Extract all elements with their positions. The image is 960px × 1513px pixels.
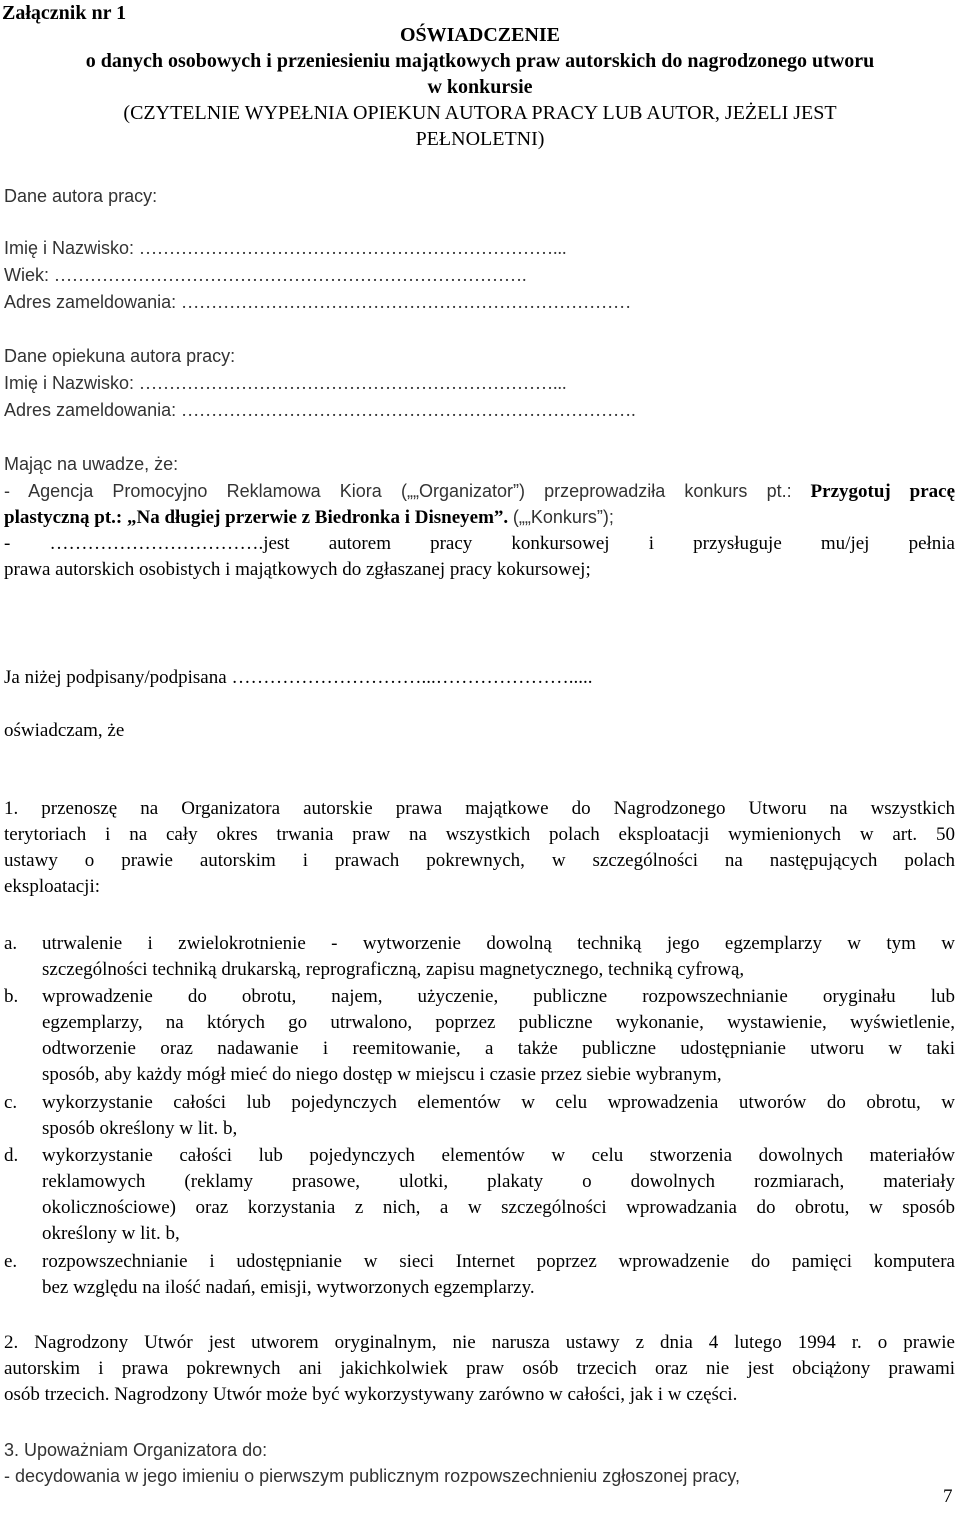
author-address-field[interactable]: ………………………………………………………………… [181,292,632,312]
considering-heading: Mając na uwadze, że: [4,454,179,474]
author-heading: Dane autora pracy: [4,186,158,206]
list-item-marker-a: a. [4,933,18,954]
guardian-address-field[interactable]: …………………………………………………………………. [181,400,636,420]
paragraph-1-line: ustawy o prawie autorskim i prawach pokrewnych, w szczególności na następujących polach [4,850,955,871]
considering-line-1 [4,478,955,505]
list-item-d-line: okolicznościowe) oraz korzystania z nich, a w szczególności wprowadzania do obrotu, w sposób [42,1197,955,1218]
contest-title-part-1: Przygotuj pracę [810,481,956,502]
declaration-label: oświadczam, że [4,720,125,741]
paragraph-2-line: autorskim i prawa pokrewnych ani jakichkolwiek praw osób trzecich oraz nie jest obciążony prawami [4,1358,955,1379]
signatory-field[interactable]: …………………………...…………………..... [231,667,593,688]
list-item-marker-b: b. [4,986,19,1007]
annex-label: Załącznik nr 1 [2,2,127,24]
author-age-field[interactable]: ……………………………………………………………………. [54,265,527,285]
list-item-a-line: utrwalenie i zwielokrotnienie - wytworzenie dowolną techniką jego egzemplarzy w tym w [42,933,955,954]
author-age-label: Wiek: [4,265,49,285]
paragraph-1-line: 1. przenoszę na Organizatora autorskie prawa majątkowe do Nagrodzonego Utworu na wszystkich [4,798,955,819]
guardian-address-label: Adres zameldowania: [4,400,177,420]
list-item-c-line: wykorzystanie całości lub pojedynczych elementów w celu wprowadzenia utworów do obrotu, w [42,1092,955,1113]
guardian-heading: Dane opiekuna autora pracy: [4,346,236,366]
list-item-b-line: egzemplarzy, na których go utrwalono, poprzez publiczne wykonanie, wystawienie, wyświetlenie, [42,1012,955,1033]
paragraph-2-line: osób trzecich. Nagrodzony Utwór może być wykorzystywany zarówno w całości, jak i w części. [4,1384,738,1405]
signatory-row [4,665,592,691]
list-item-e-line: bez względu na ilość nadań, emisji, wytworzonych egzemplarzy. [42,1277,535,1298]
list-item-marker-e: e. [4,1251,18,1272]
list-item-b-line: sposób, aby każdy mógł mieć do niego dostęp w miejscu i czasie przez siebie wybranym, [42,1064,722,1085]
list-item-d-line: określony w lit. b, [42,1223,180,1244]
author-address-label: Adres zameldowania: [4,292,177,312]
considering-line-1-text: - Agencja Promocyjno Reklamowa Kiora („„Organizator”) przeprowadziła konkurs pt.: [4,481,792,501]
guardian-name-label: Imię i Nazwisko: [4,373,135,393]
list-item-marker-c: c. [4,1092,18,1113]
document-instruction-line-1: (CZYTELNIE WYPEŁNIA OPIEKUN AUTORA PRACY LUB AUTOR, JEŻELI JEST [123,102,837,124]
author-age-row [4,262,527,288]
signatory-label: Ja niżej podpisany/podpisana [4,667,227,688]
list-item-marker-d: d. [4,1145,19,1166]
document-subtitle-line-2: w konkursie [427,76,533,98]
page-number: 7 [943,1486,953,1507]
list-item-d-line: reklamowych (reklamy prasowe, ulotki, plakaty o dowolnych rozmiarach, materiały [42,1171,955,1192]
author-name-label: Imię i Nazwisko: [4,238,135,258]
list-item-c-line: sposób określony w lit. b, [42,1118,238,1139]
author-name-field[interactable]: ……………………………………………………………... [139,238,567,258]
considering-line-4: prawa autorskich osobistych i majątkowych do zgłaszanej pracy kokursowej; [4,559,591,580]
paragraph-1-line: eksploatacji: [4,876,101,897]
guardian-name-field[interactable]: ……………………………………………………………... [139,373,567,393]
paragraph-3-heading: 3. Upoważniam Organizatora do: [4,1440,268,1460]
list-item-b-line: odtworzenie oraz nadawanie i reemitowanie, a także publiczne udostępnianie utworu w taki [42,1038,955,1059]
author-address-row [4,289,631,315]
paragraph-2-line: 2. Nagrodzony Utwór jest utworem oryginalnym, nie narusza ustawy z dnia 4 lutego 1994 r. o prawie [4,1332,955,1353]
list-item-e-line: rozpowszechnianie i udostępnianie w sieci Internet poprzez wprowadzenie do pamięci komputera [42,1251,955,1272]
guardian-address-row [4,397,636,423]
document-title: OŚWIADCZENIE [399,24,561,46]
paragraph-3-line: - decydowania w jego imieniu o pierwszym publicznym rozpowszechnieniu zgłoszonej pracy, [4,1466,741,1486]
list-item-d-line: wykorzystanie całości lub pojedynczych elementów w celu stworzenia dowolnych materiałów [42,1145,955,1166]
author-name-row [4,235,567,261]
considering-line-2 [4,504,614,531]
document-subtitle-line-1: o danych osobowych i przeniesieniu majątkowych praw autorskich do nagrodzonego utworu [85,50,875,72]
list-item-a-line: szczególności techniką drukarską, reprograficzną, zapisu magnetycznego, techniką cyfrową, [42,959,745,980]
contest-title-part-2: plastyczną pt.: „Na długiej przerwie z Biedronka i Disneyem”. [4,507,509,528]
guardian-name-row [4,370,567,396]
paragraph-1-line: terytoriach i na cały okres trwania praw na wszystkich polach eksploatacji wymienionych w art. 50 [4,824,955,845]
list-item-b-line: wprowadzenie do obrotu, najem, użyczenie, publiczne rozpowszechnianie oryginału lub [42,986,955,1007]
contest-short-name: („„Konkurs”); [512,507,614,527]
document-instruction-line-2: PEŁNOLETNI) [415,128,545,150]
considering-line-3: - …………………………….jest autorem pracy konkursowej i przysługuje mu/jej pełnia [4,533,955,554]
